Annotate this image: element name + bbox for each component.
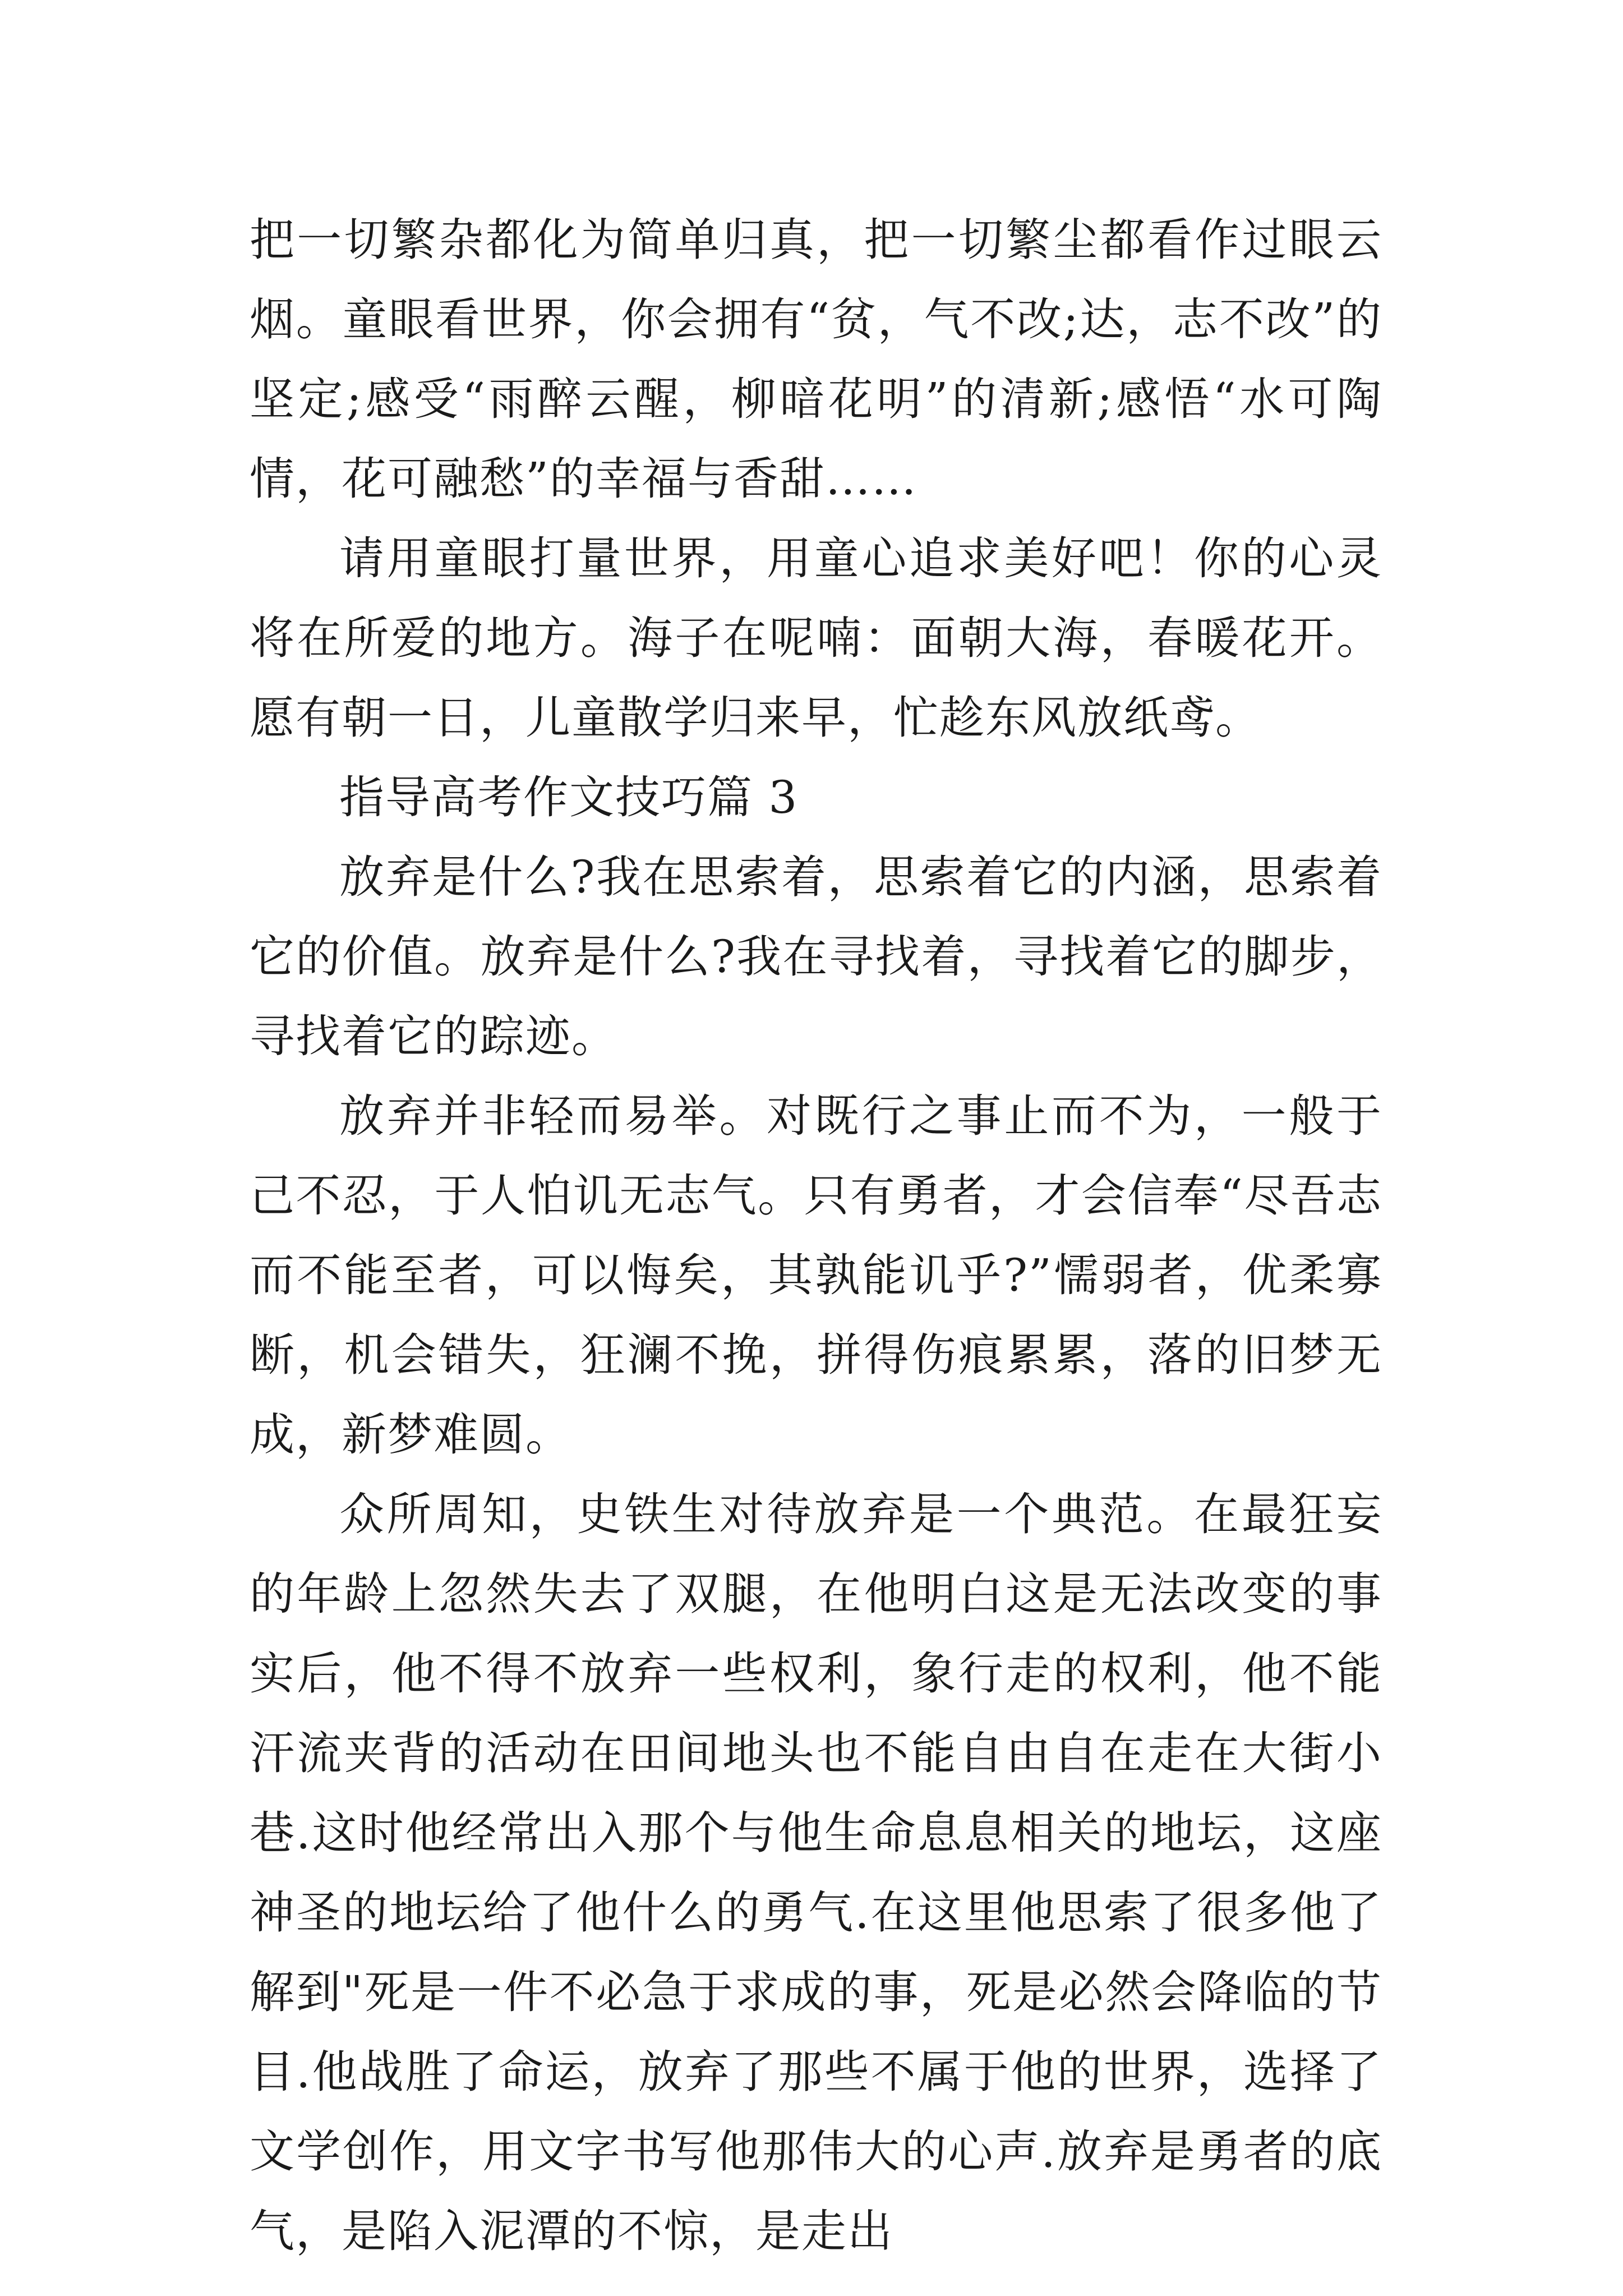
paragraph-continuation: 把一切繁杂都化为简单归真，把一切繁尘都看作过眼云烟。童眼看世界，你会拥有“贫，气不改;达，志不改”的坚定;感受“雨醉云醒，柳暗花明”的清新;感悟“水可陶情，花可融愁”的幸福与香甜…… (250, 214, 1382, 505)
section-heading: 指导高考作文技巧篇 3 (339, 771, 799, 823)
paragraph: 请用童眼打量世界，用童心追求美好吧！你的心灵将在所爱的地方。海子在呢喃：面朝大海，春暖花开。愿有朝一日，儿童散学归来早，忙趁东风放纸鸢。 (250, 532, 1382, 744)
paragraph: 放弃是什么?我在思索着，思索着它的内涵，思索着它的价值。放弃是什么?我在寻找着，寻找着它的脚步，寻找着它的踪迹。 (250, 851, 1382, 1062)
document-body (250, 200, 1382, 2271)
paragraph: 放弃并非轻而易举。对既行之事止而不为，一般于己不忍，于人怕讥无志气。只有勇者，才会信奉“尽吾志而不能至者，可以悔矣，其孰能讥乎?”懦弱者，优柔寡断，机会错失，狂澜不挽，拼得伤痕累累，落的旧梦无成，新梦难圆。 (250, 1090, 1382, 1461)
paragraph: 众所周知，史铁生对待放弃是一个典范。在最狂妄的年龄上忽然失去了双腿，在他明白这是无法改变的事实后，他不得不放弃一些权利，象行走的权利，他不能汗流夹背的活动在田间地头也不能自由自在走在大街小巷.这时他经常出入那个与他生命息息相关的地坛，这座神圣的地坛给了他什么的勇气.在这里他思索了很多他了解到"死是一件不必急于求成的事，死是必然会降临的节目.他战胜了命运，放弃了那些不属于他的世界，选择了文学创作，用文字书写他那伟大的心声.放弃是勇者的底气，是陷入泥潭的不惊，是走出 (250, 1488, 1382, 2257)
